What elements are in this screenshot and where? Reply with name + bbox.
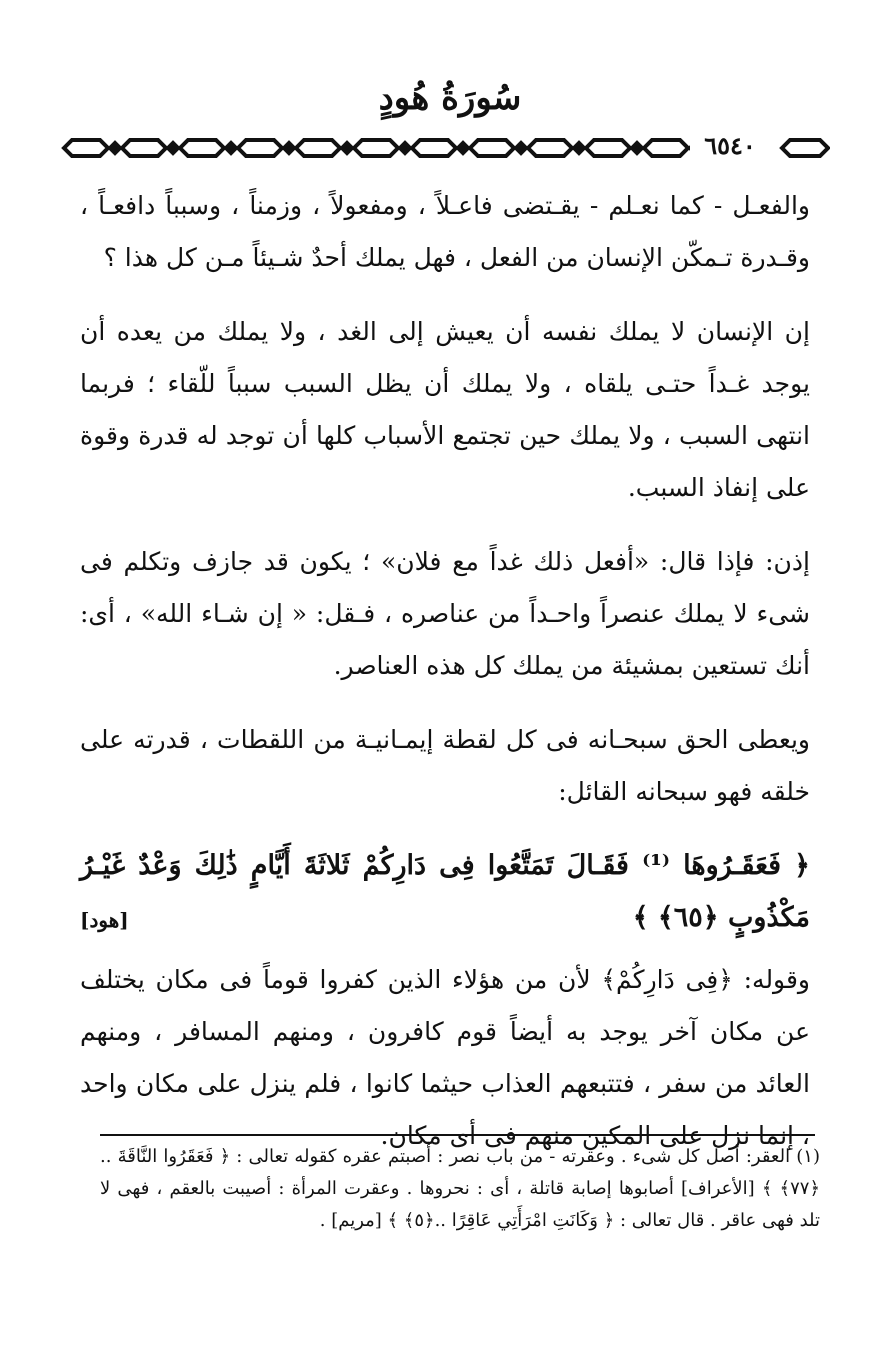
paragraph-5: وقوله: ﴿فِى دَارِكُمْ﴾ لأن من هؤلاء الذين كفروا قوماً فى مكان يختلف عن مكان آخر يوجد به أيضاً قوم كافرون ، ومنهم المسافر ، ومنهم العائد من سفر ، فتتبعهم العذاب حيثما كانوا ، فلم ينزل على مكان واحد ، إنما نزل على المكين منهم فى أى مكان. bbox=[80, 965, 810, 1150]
main-text bbox=[80, 180, 810, 1184]
paragraph-3: إذن: فإذا قال: «أفعل ذلك غداً مع فلان» ؛ يكون قد جازف وتكلم فى شىء لا يملك عنصراً واحـداً من عناصره ، فـقل: « إن شـاء الله» ، أى: أنك تستعين بمشيئة من يملك كل هذه العناصر. bbox=[80, 547, 810, 680]
footnotes bbox=[100, 1141, 820, 1237]
paragraph-4: ويعطى الحق سبحـانه فى كل لقطة إيمـانيـة من اللقطات ، قدرته على خلقه فهو سبحانه القائل: bbox=[80, 725, 810, 806]
paragraph-1: والفعـل - كما نعـلم - يقـتضى فاعـلاً ، ومفعولاً ، وزمناً ، وسبباً دافعـاً ، وقـدرة تـمكّن الإنسان من الفعل ، فهل يملك أحدٌ شـيئاً مـن كل هذا ؟ bbox=[80, 191, 810, 272]
surah-title: سُورَةُ هُودٍ bbox=[378, 78, 522, 118]
footnote-divider bbox=[100, 1134, 815, 1136]
footnote-1: (١) العقر: أصل كل شىء . وعقرته - من باب نصر : أصبتم عقره كقوله تعالى : ﴿ فَعَقَرُوا النَّاقَةَ ..﴿٧٧﴾ ﴾ [الأعراف] أصابوها إصابة قاتلة ، أى : نحروها . وعقرت المرأة : أصيبت بالعقم ، فهى لا تلد فهى عاقر . قال تعالى : ﴿ وَكَانَتِ امْرَأَتِي عَاقِرًا ..﴿٥﴾ ﴾ [مريم] . bbox=[100, 1146, 820, 1231]
paragraph-2: إن الإنسان لا يملك نفسه أن يعيش إلى الغد ، ولا يملك من يعده أن يوجد غـداً حتـى يلقاه ، ولا يملك أن يظل السبب سبباً للّقاء ؛ فربما انتهى السبب ، ولا يملك حين تجتمع الأسباب كلها أن توجد له قدرة وقوة على إنفاذ السبب. bbox=[80, 317, 810, 502]
quranic-verse-text: ﴿ فَعَقَـرُوهَا ⁽¹⁾ فَقَـالَ تَمَتَّعُوا فِى دَارِكُمْ ثَلاثَةَ أَيَّامٍ ذَٰلِكَ وَعْدٌ غَيْـرُ مَكْذُوبٍ ﴿٦٥﴾ ﴾ bbox=[80, 850, 810, 933]
verse-reference: [هود] bbox=[80, 908, 129, 932]
page-number: ٦٥٤٠ bbox=[690, 131, 770, 161]
